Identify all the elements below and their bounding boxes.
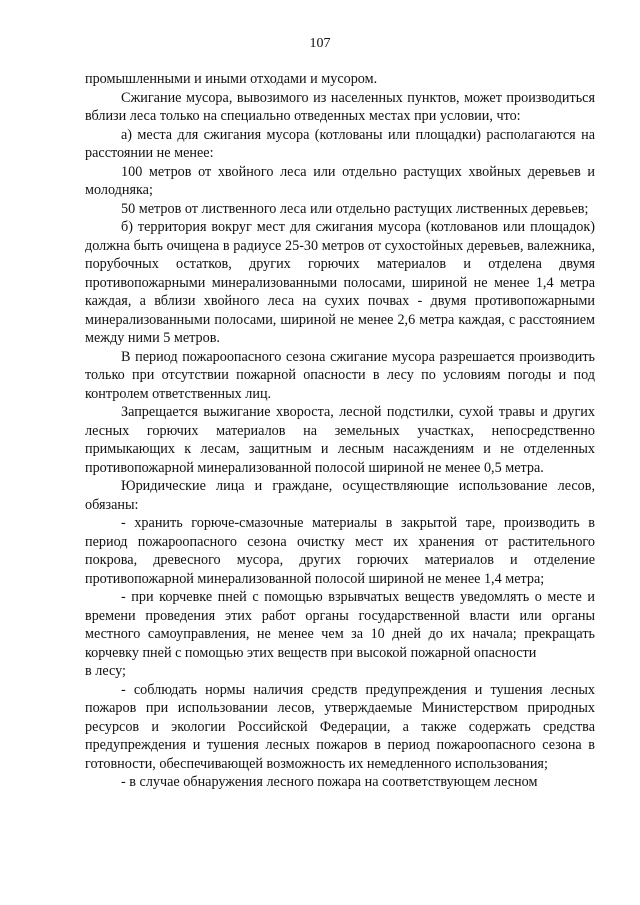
paragraph: В период пожароопасного сезона сжигание мусора разрешается производить только при отсутствии пожарной опасности в лесу по условиям погоды и под контролем ответственных лиц. [85, 348, 595, 402]
list-item: - хранить горюче-смазочные материалы в закрытой таре, производить в период пожароопасного сезона очистку мест их хранения от растительного покрова, древесного мусора, других горючих материалов и отделение противопожарной минерализованной полосой шириной не менее 1,4 метра; [85, 515, 595, 587]
paragraph: б) территория вокруг мест для сжигания мусора (котлованов или площадок) должна быть очищена в радиусе 25-30 метров от сухостойных деревьев, валежника, порубочных остатков, других горючих материалов и отделена двумя противопожарными минерализованными полосами, шириной не менее 1,4 метра каждая, а вблизи хвойного леса на сухих почвах - двумя противопожарными минерализованными полосами, шириной не менее 2,6 метра каждая, с расстоянием между ними 5 метров. [85, 219, 595, 346]
list-item: - в случае обнаружения лесного пожара на соответствующем лесном [121, 774, 538, 790]
list-item: - при корчевке пней с помощью взрывчатых веществ уведомлять о месте и времени проведения этих работ органы государственной власти или органы местного самоуправления, не менее чем за 10 дней до их начала; прекращать корчевку пней с помощью этих веществ при высокой пожарной опасности [85, 589, 595, 661]
paragraph: 50 метров от лиственного леса или отдельно растущих лиственных деревьев; [121, 200, 589, 217]
paragraph: а) места для сжигания мусора (котлованы или площадки) располагаются на расстоянии не менее: [85, 126, 595, 161]
paragraph: в лесу; [85, 663, 126, 679]
paragraph: 100 метров от хвойного леса или отдельно растущих хвойных деревьев и молодняка; [85, 163, 595, 198]
paragraph: промышленными и иными отходами и мусором. [85, 71, 378, 87]
page-number: 107 [309, 36, 331, 51]
list-item: - соблюдать нормы наличия средств предупреждения и тушения лесных пожаров при использовании лесов, утверждаемые Министерством природных ресурсов и экологии Российской Федерации, а также содержать средства предупреждения и тушения лесных пожаров в период пожароопасного сезона в готовности, обеспечивающей возможность их немедленного использования; [85, 681, 595, 772]
paragraph: Сжигание мусора, вывозимого из населенных пунктов, может производиться вблизи леса только на специально отведенных местах при условии, что: [85, 89, 595, 124]
paragraph: Запрещается выжигание хвороста, лесной подстилки, сухой травы и других лесных горючих материалов на земельных участках, непосредственно примыкающих к лесам, защитным и лесным насаждениям и не отделенных противопожарной минерализованной полосой шириной не менее 0,5 метра. [85, 404, 595, 476]
body-text [85, 70, 595, 792]
paragraph: Юридические лица и граждане, осуществляющие использование лесов, обязаны: [85, 478, 595, 513]
